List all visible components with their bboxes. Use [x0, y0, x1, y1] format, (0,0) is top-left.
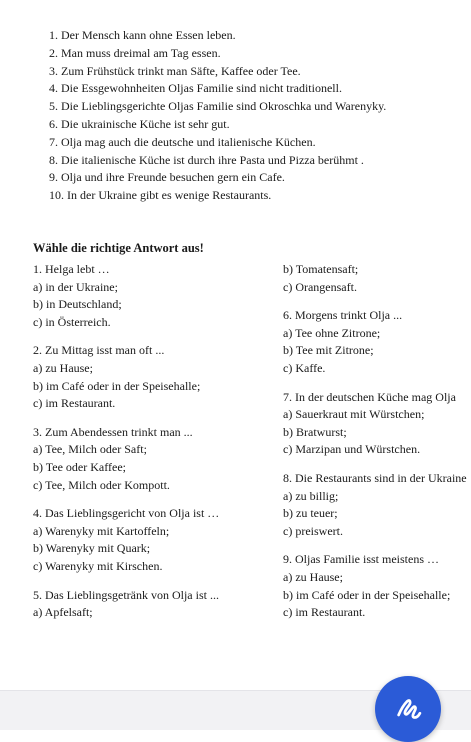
right-question-column	[283, 261, 467, 633]
answer-option: b) Bratwurst;	[283, 424, 347, 439]
statement-item: 2. Man muss dreimal am Tag essen.	[49, 45, 221, 60]
answer-option: b) in Deutschland;	[33, 297, 122, 312]
question-text: 5. Das Lieblingsgetränk von Olja ist ...	[33, 587, 219, 602]
left-question-column	[33, 261, 219, 633]
answer-option: a) Warenyky mit Kartoffeln;	[33, 523, 170, 538]
answer-option: c) Orangensaft.	[283, 279, 357, 294]
statement-list	[49, 27, 386, 205]
question-text: 9. Oljas Familie isst meistens …	[283, 552, 439, 567]
question-text: 6. Morgens trinkt Olja ...	[283, 308, 403, 323]
statement-item: 10. In der Ukraine gibt es wenige Restaurants.	[49, 188, 272, 203]
statement-item: 4. Die Essgewohnheiten Oljas Familie sind nicht traditionell.	[49, 81, 342, 96]
answer-option: a) zu billig;	[283, 488, 339, 503]
question-text: 1. Helga lebt …	[33, 262, 110, 276]
answer-option: c) Marzipan und Würstchen.	[283, 442, 421, 457]
answer-option: c) Warenyky mit Kirschen.	[33, 558, 163, 573]
answer-option: c) Kaffe.	[283, 360, 326, 375]
answer-option: a) Tee ohne Zitrone;	[283, 325, 381, 340]
answer-option: c) preiswert.	[283, 523, 343, 538]
answer-option: a) Sauerkraut mit Würstchen;	[283, 407, 425, 422]
statement-item: 8. Die italienische Küche ist durch ihre Pasta und Pizza berühmt .	[49, 152, 364, 167]
answer-option: b) Warenyky mit Quark;	[33, 541, 151, 556]
answer-option: b) Tomatensaft;	[283, 262, 359, 276]
answer-option: a) Tee, Milch oder Saft;	[33, 442, 147, 457]
question-block-9	[283, 551, 467, 621]
answer-option: c) Tee, Milch oder Kompott.	[33, 477, 170, 492]
question-block-8	[283, 470, 467, 540]
answer-option: b) zu teuer;	[283, 506, 338, 521]
question-block-1	[33, 261, 219, 331]
question-text: 8. Die Restaurants sind in der Ukraine	[283, 470, 467, 485]
answer-option: b) im Café oder in der Speisehalle;	[283, 587, 451, 602]
statement-item: 5. Die Lieblingsgerichte Oljas Familie sind Okroschka und Warenyky.	[49, 99, 387, 114]
answer-option: b) Tee oder Kaffee;	[33, 459, 126, 474]
question-block-5	[33, 587, 219, 622]
question-block-7	[283, 389, 467, 459]
answer-option: c) in Österreich.	[33, 314, 111, 329]
answer-option: c) im Restaurant.	[283, 605, 366, 620]
question-text: 2. Zu Mittag isst man oft ...	[33, 343, 165, 358]
statement-item: 7. Olja mag auch die deutsche und italienische Küchen.	[49, 134, 316, 149]
question-block-6	[283, 307, 467, 377]
statement-item: 9. Olja und ihre Freunde besuchen gern ein Cafe.	[49, 170, 285, 185]
statement-item: 1. Der Mensch kann ohne Essen leben.	[49, 28, 236, 42]
question-block-5-continued	[283, 261, 467, 296]
question-text: 3. Zum Abendessen trinkt man ...	[33, 424, 193, 439]
statement-item: 6. Die ukrainische Küche ist sehr gut.	[49, 116, 230, 131]
answer-option: c) im Restaurant.	[33, 396, 116, 411]
question-block-4	[33, 505, 219, 575]
task-title: Wähle die richtige Antwort aus!	[33, 241, 204, 255]
brainly-logo-icon	[391, 692, 425, 726]
answer-option: b) Tee mit Zitrone;	[283, 343, 374, 358]
question-text: 7. In der deutschen Küche mag Olja	[283, 389, 456, 404]
question-block-3	[33, 424, 219, 494]
question-block-2	[33, 342, 219, 412]
question-text: 4. Das Lieblingsgericht von Olja ist …	[33, 506, 220, 521]
answer-option: a) in der Ukraine;	[33, 279, 118, 294]
statement-item: 3. Zum Frühstück trinkt man Säfte, Kaffee oder Tee.	[49, 63, 301, 78]
answer-option: a) zu Hause;	[283, 569, 343, 584]
answer-option: a) Apfelsaft;	[33, 605, 93, 620]
brainly-fab-button[interactable]	[375, 676, 441, 742]
answer-option: b) im Café oder in der Speisehalle;	[33, 378, 201, 393]
answer-option: a) zu Hause;	[33, 360, 93, 375]
